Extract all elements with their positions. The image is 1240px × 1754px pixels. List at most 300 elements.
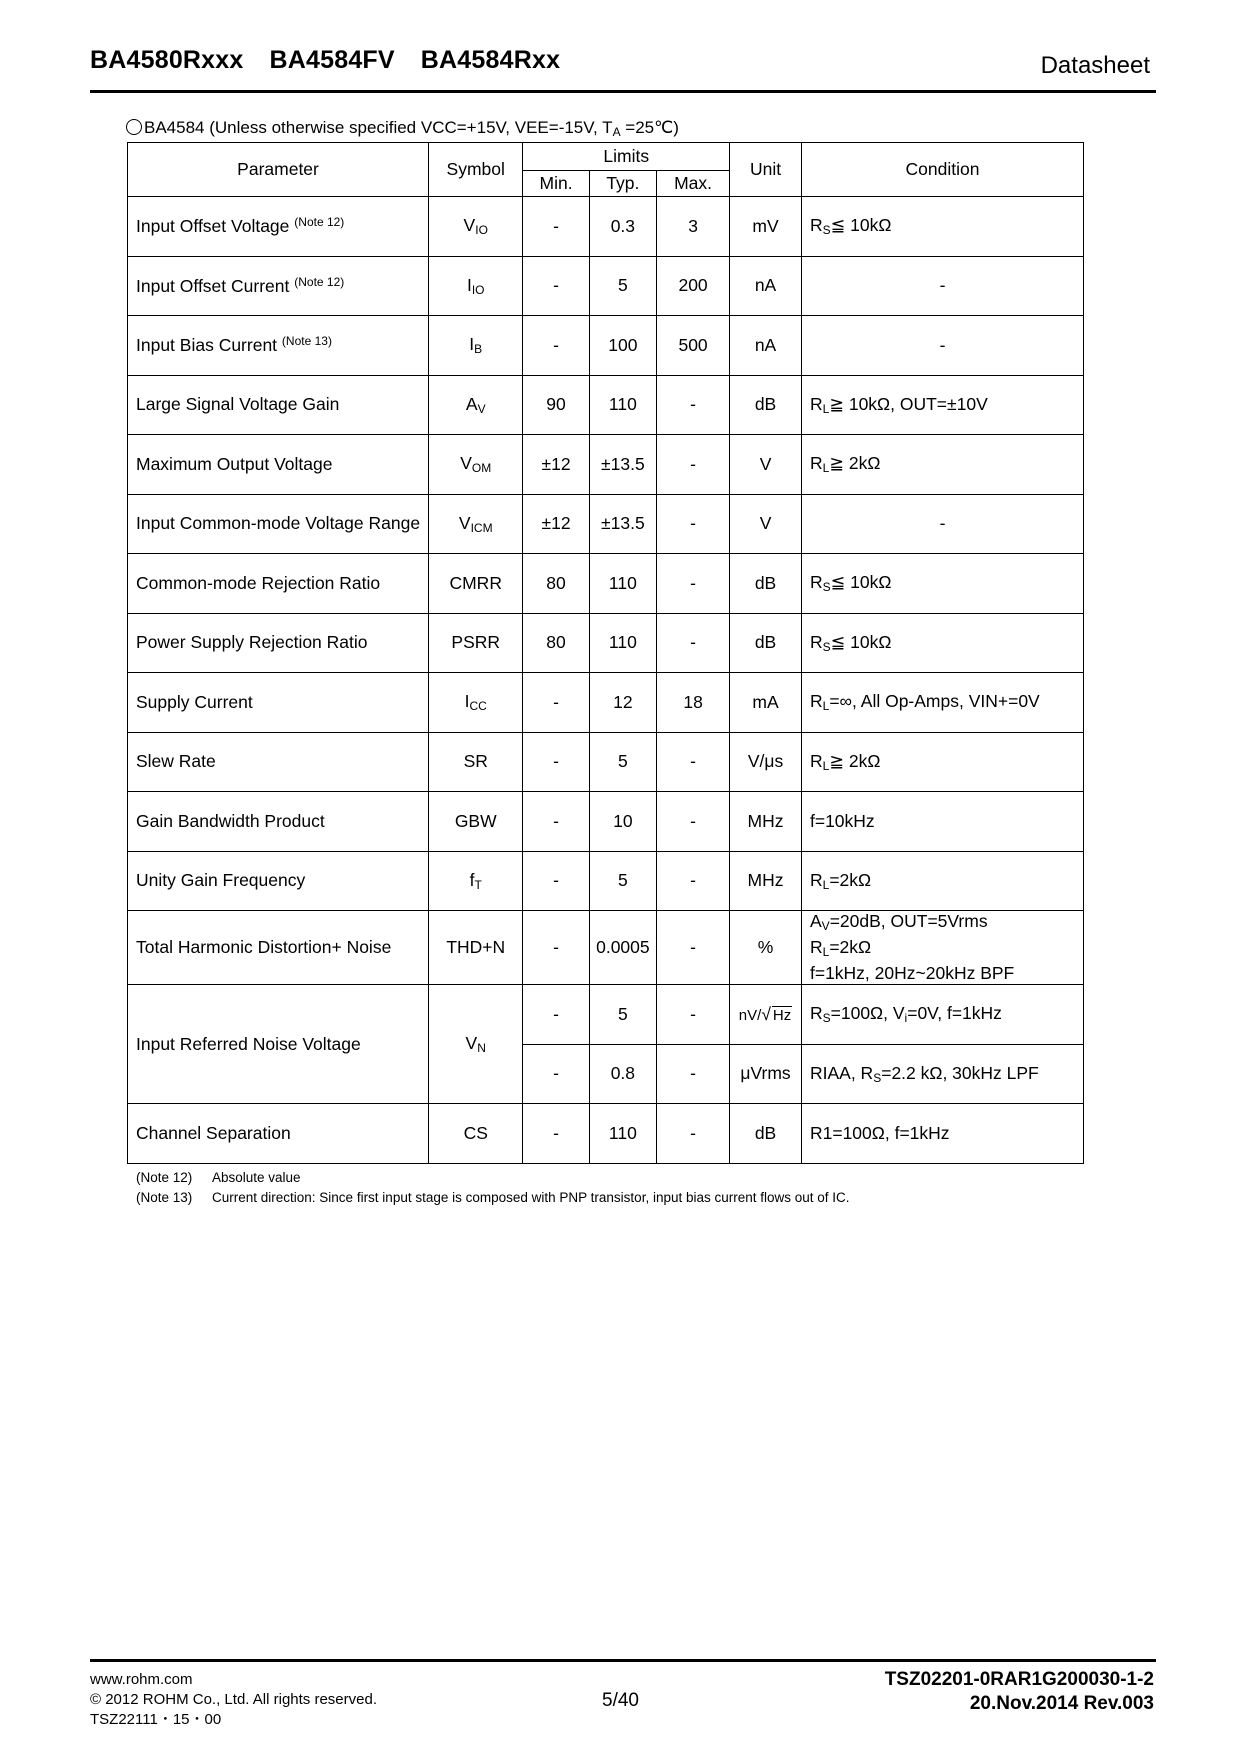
cell-min — [523, 985, 589, 1045]
parameter-name: Total Harmonic Distortion+ Noise — [136, 937, 392, 957]
value-min: - — [553, 275, 559, 296]
cell-symbol — [429, 1104, 523, 1164]
cell-condition — [801, 985, 1083, 1045]
footnotes — [136, 1168, 850, 1208]
value-unit: dB — [754, 1122, 777, 1143]
cell-parameter — [128, 673, 429, 733]
header-condition: Condition — [801, 143, 1083, 197]
symbol: GBW — [454, 810, 497, 831]
value-typ: ±13.5 — [601, 513, 645, 534]
cell-typ — [589, 911, 656, 985]
note-ref: (Note 13) — [281, 334, 332, 349]
date-revision: 20.Nov.2014 Rev.003 — [969, 1693, 1154, 1714]
parameter-name: Input Referred Noise Voltage — [136, 1033, 361, 1054]
value-min: ±12 — [541, 453, 571, 474]
cell-condition — [801, 554, 1083, 614]
value-typ: 0.0005 — [596, 937, 650, 957]
symbol: I — [466, 274, 472, 295]
parameter-name: Large Signal Voltage Gain — [136, 394, 340, 415]
condition-text: ≧ 2kΩ — [829, 453, 881, 474]
condition-text: =2.2 kΩ, 30kHz LPF — [881, 1062, 1039, 1083]
condition-text: f=10kHz — [809, 810, 875, 831]
value-max: 18 — [683, 691, 703, 712]
value-unit: nA — [754, 334, 777, 355]
cell-typ — [589, 1104, 656, 1164]
symbol: I — [464, 691, 470, 712]
value-max: - — [690, 572, 696, 593]
value-unit: nA — [754, 275, 777, 296]
footnote-label: (Note 12) — [136, 1170, 193, 1185]
parameter-name: Input Bias Current — [136, 335, 278, 356]
footer-left — [90, 1670, 377, 1730]
cell-symbol — [429, 985, 523, 1104]
value-min: - — [553, 937, 559, 957]
cell-symbol — [429, 435, 523, 495]
cell-condition — [801, 673, 1083, 733]
symbol-sub: IO — [475, 223, 488, 238]
value-unit: V — [759, 513, 772, 534]
footnote-label: (Note 13) — [136, 1190, 193, 1205]
parameter-name: Slew Rate — [136, 751, 216, 772]
part-number-3: BA4584Rxx — [420, 46, 561, 74]
value-min: - — [553, 215, 559, 236]
value-max: - — [690, 937, 696, 957]
cell-typ — [589, 316, 656, 376]
value-unit: dB — [754, 632, 777, 653]
footer-code: TSZ22111・15・00 — [90, 1711, 222, 1728]
cell-parameter — [128, 435, 429, 495]
cell-parameter — [128, 732, 429, 792]
table-row — [128, 316, 1084, 376]
table-row — [128, 375, 1084, 435]
cell-condition — [801, 613, 1083, 673]
value-unit: V — [759, 453, 772, 474]
cell-parameter — [128, 1104, 429, 1164]
cell-symbol — [429, 494, 523, 554]
cell-condition — [801, 256, 1083, 316]
table-row — [128, 792, 1084, 852]
footnote-text: Absolute value — [212, 1170, 301, 1185]
value-min: - — [553, 751, 559, 772]
condition-text: R — [809, 631, 823, 652]
cell-unit — [730, 375, 802, 435]
header-min: Min. — [523, 171, 589, 197]
cell-typ — [589, 256, 656, 316]
parameter-name: Unity Gain Frequency — [136, 870, 306, 891]
value-typ: 0.8 — [610, 1063, 636, 1084]
value-max: - — [690, 632, 696, 653]
cell-min — [523, 1044, 589, 1104]
value-typ: ±13.5 — [601, 453, 645, 474]
cell-typ — [589, 375, 656, 435]
cell-max — [657, 911, 730, 985]
value-unit: dB — [754, 572, 777, 593]
cell-condition — [801, 375, 1083, 435]
cell-max — [657, 1104, 730, 1164]
value-min: 80 — [546, 572, 566, 593]
condition-text: - — [939, 275, 946, 296]
cell-typ — [589, 613, 656, 673]
cell-symbol — [429, 792, 523, 852]
value-max: - — [690, 394, 696, 415]
symbol-sub: ICM — [470, 520, 493, 535]
value-min: - — [553, 1122, 559, 1143]
symbol: V — [465, 1033, 478, 1053]
condition-text: R — [809, 1003, 823, 1024]
page-number: 5/40 — [602, 1690, 639, 1711]
symbol: V — [460, 453, 472, 474]
electrical-characteristics-table — [127, 142, 1084, 1164]
condition-sub: S — [822, 1011, 831, 1026]
cell-condition — [801, 197, 1083, 257]
caption-sub: A — [612, 125, 621, 139]
cell-unit — [730, 494, 802, 554]
value-min: 90 — [546, 394, 566, 415]
cell-condition — [801, 1104, 1083, 1164]
value-typ: 5 — [618, 275, 628, 296]
condition-sub: i — [904, 1011, 908, 1026]
condition-text: - — [939, 513, 946, 534]
header-row — [128, 143, 1084, 171]
parameter-name: Gain Bandwidth Product — [136, 810, 325, 831]
part-number-2: BA4584FV — [269, 46, 395, 74]
cell-max — [657, 197, 730, 257]
value-max: - — [690, 810, 696, 831]
cell-typ — [589, 1044, 656, 1104]
unit-text: Hz — [772, 1006, 792, 1024]
note-ref: (Note 12) — [294, 215, 345, 230]
value-typ: 110 — [608, 632, 637, 653]
condition-text: =∞, All Op-Amps, VIN+=0V — [829, 691, 1040, 712]
header-unit: Unit — [730, 143, 802, 197]
cell-parameter — [128, 792, 429, 852]
header-limits: Limits — [523, 143, 730, 171]
symbol: I — [469, 334, 475, 355]
cell-unit — [730, 732, 802, 792]
cell-symbol — [429, 554, 523, 614]
condition-sub: S — [873, 1070, 882, 1085]
value-typ: 0.3 — [610, 215, 636, 236]
cell-condition — [801, 792, 1083, 852]
cell-max — [657, 554, 730, 614]
cell-min — [523, 494, 589, 554]
table-caption — [126, 118, 679, 139]
cell-unit — [730, 554, 802, 614]
value-max: - — [690, 513, 696, 534]
table-row — [128, 911, 1084, 985]
cell-symbol — [429, 316, 523, 376]
condition-text: R1=100Ω, f=1kHz — [809, 1122, 950, 1143]
cell-unit — [730, 316, 802, 376]
condition-text: R — [809, 393, 823, 414]
parameter-name: Input Offset Voltage — [136, 216, 290, 237]
condition-text: R — [809, 869, 823, 890]
cell-unit — [730, 256, 802, 316]
cell-symbol — [429, 375, 523, 435]
parameter-name: Supply Current — [136, 691, 253, 712]
symbol-sub: CC — [469, 699, 487, 714]
cell-parameter — [128, 197, 429, 257]
condition-text: =100Ω, V — [830, 1003, 905, 1024]
cell-condition — [801, 494, 1083, 554]
cell-max — [657, 985, 730, 1045]
condition-text: =20dB, OUT=5Vrms — [829, 911, 988, 931]
symbol: PSRR — [451, 632, 501, 653]
footnote-text: Current direction: Since first input stage is composed with PNP transistor, input bias current flows out of IC. — [212, 1190, 850, 1205]
cell-min — [523, 256, 589, 316]
table-row — [128, 732, 1084, 792]
cell-typ — [589, 732, 656, 792]
cell-unit — [730, 792, 802, 852]
symbol-sub: N — [477, 1041, 486, 1055]
symbol-sub: OM — [471, 461, 492, 476]
value-min: - — [553, 1003, 559, 1024]
value-min: - — [553, 691, 559, 712]
symbol-sub: IO — [471, 282, 485, 297]
symbol-sub: V — [477, 401, 486, 416]
cell-unit — [730, 435, 802, 495]
condition-sub: L — [822, 401, 830, 416]
cell-unit — [730, 197, 802, 257]
page-header — [90, 46, 1156, 93]
cell-max — [657, 494, 730, 554]
value-unit: μVrms — [740, 1063, 791, 1084]
condition-text: - — [939, 334, 946, 355]
condition-sub: L — [822, 945, 830, 959]
condition-text: R — [809, 215, 823, 236]
condition-text: ≦ 10kΩ — [830, 631, 892, 652]
cell-symbol — [429, 911, 523, 985]
symbol: CMRR — [449, 572, 502, 593]
cell-max — [657, 256, 730, 316]
cell-min — [523, 554, 589, 614]
condition-text: =0V, f=1kHz — [907, 1003, 1002, 1024]
cell-typ — [589, 197, 656, 257]
condition-text: RIAA, R — [809, 1062, 874, 1083]
condition-sub: S — [822, 580, 831, 595]
value-unit: V/μs — [747, 751, 784, 772]
condition-text: ≧ 10kΩ, OUT=±10V — [829, 393, 988, 414]
condition-text: f=1kHz, 20Hz~20kHz BPF — [809, 963, 1015, 983]
note-ref: (Note 12) — [294, 274, 345, 289]
value-min: 80 — [546, 632, 566, 653]
caption-tail: =25℃) — [620, 118, 679, 137]
cell-unit — [730, 851, 802, 911]
parameter-name: Channel Separation — [136, 1122, 291, 1143]
value-unit: MHz — [747, 870, 784, 891]
datasheet-label: Datasheet — [1040, 52, 1150, 79]
cell-symbol — [429, 256, 523, 316]
cell-typ — [589, 494, 656, 554]
cell-symbol — [429, 197, 523, 257]
value-typ: 5 — [618, 870, 628, 891]
table-row — [128, 613, 1084, 673]
cell-condition — [801, 911, 1083, 985]
parameter-name: Common-mode Rejection Ratio — [136, 572, 381, 593]
condition-text: R — [809, 453, 823, 474]
value-max: - — [690, 870, 696, 891]
cell-max — [657, 792, 730, 852]
value-max: 3 — [688, 215, 698, 236]
condition-text: ≦ 10kΩ — [830, 215, 892, 236]
value-min: - — [553, 870, 559, 891]
doc-id: TSZ02201-0RAR1G200030-1-2 — [884, 1669, 1154, 1690]
value-unit: dB — [754, 394, 777, 415]
parameter-name: Power Supply Rejection Ratio — [136, 632, 368, 653]
cell-parameter — [128, 613, 429, 673]
cell-min — [523, 673, 589, 733]
cell-symbol — [429, 732, 523, 792]
condition-sub: L — [822, 758, 830, 773]
cell-condition — [801, 316, 1083, 376]
parameter-name: Input Common-mode Voltage Range — [136, 513, 421, 534]
cell-unit — [730, 911, 802, 985]
condition-line — [810, 911, 1083, 937]
symbol: A — [465, 393, 478, 414]
part-numbers — [90, 46, 586, 75]
condition-sub: L — [822, 461, 830, 476]
part-number-1: BA4580Rxxx — [90, 46, 244, 74]
condition-text: R — [809, 572, 823, 593]
table-row — [128, 1104, 1084, 1164]
cell-typ — [589, 792, 656, 852]
symbol: f — [469, 869, 475, 890]
cell-min — [523, 792, 589, 852]
condition-text: =2kΩ — [829, 869, 872, 890]
condition-sub: S — [822, 223, 831, 238]
condition-sub: L — [822, 877, 830, 892]
cell-condition — [801, 732, 1083, 792]
cell-typ — [589, 851, 656, 911]
symbol-sub: B — [474, 342, 483, 357]
condition-text: R — [809, 937, 823, 957]
cell-max — [657, 851, 730, 911]
table-row — [128, 197, 1084, 257]
value-typ: 5 — [618, 1003, 628, 1024]
value-max: 500 — [678, 334, 708, 355]
value-typ: 100 — [608, 334, 638, 355]
value-max: - — [690, 453, 696, 474]
table-row — [128, 494, 1084, 554]
condition-line — [810, 937, 1083, 963]
cell-condition — [801, 1044, 1083, 1104]
value-unit: MHz — [747, 810, 784, 831]
condition-text: R — [809, 691, 823, 712]
value-max: - — [690, 751, 696, 772]
value-unit: mV — [752, 215, 779, 236]
value-typ: 12 — [613, 691, 633, 712]
cell-min — [523, 613, 589, 673]
cell-max — [657, 1044, 730, 1104]
cell-typ — [589, 554, 656, 614]
symbol: THD+N — [446, 937, 506, 957]
cell-parameter — [128, 375, 429, 435]
symbol-sub: T — [474, 877, 482, 892]
condition-text: ≧ 2kΩ — [829, 750, 881, 771]
cell-unit — [730, 1044, 802, 1104]
cell-max — [657, 732, 730, 792]
cell-min — [523, 851, 589, 911]
cell-unit — [730, 985, 802, 1045]
cell-parameter — [128, 256, 429, 316]
header-parameter: Parameter — [128, 143, 429, 197]
value-max: - — [690, 1122, 696, 1143]
cell-typ — [589, 985, 656, 1045]
footer-right — [885, 1668, 1154, 1716]
cell-min — [523, 732, 589, 792]
unit-text: nV/ — [738, 1006, 762, 1024]
cell-typ — [589, 435, 656, 495]
value-typ: 10 — [613, 810, 633, 831]
footer-copyright: © 2012 ROHM Co., Ltd. All rights reserved. — [90, 1691, 377, 1708]
header-symbol: Symbol — [429, 143, 523, 197]
cell-max — [657, 435, 730, 495]
header-typ: Typ. — [589, 171, 656, 197]
cell-parameter — [128, 985, 429, 1104]
caption-text: BA4584 (Unless otherwise specified VCC=+15V, VEE=-15V, T — [144, 118, 613, 137]
condition-text: R — [809, 750, 823, 771]
cell-symbol — [429, 673, 523, 733]
condition-line — [810, 963, 1083, 984]
value-max: 200 — [678, 275, 708, 296]
value-unit: % — [757, 937, 774, 957]
parameter-name: Maximum Output Voltage — [136, 453, 333, 474]
table-row — [128, 554, 1084, 614]
condition-text: =2kΩ — [829, 937, 872, 957]
condition-text: ≦ 10kΩ — [830, 572, 892, 593]
page-footer — [90, 1659, 1156, 1728]
symbol: V — [463, 215, 476, 236]
value-max: - — [690, 1003, 696, 1024]
cell-min — [523, 435, 589, 495]
cell-max — [657, 613, 730, 673]
cell-unit — [730, 613, 802, 673]
table-row — [128, 851, 1084, 911]
cell-condition — [801, 435, 1083, 495]
cell-condition — [801, 851, 1083, 911]
header-max: Max. — [657, 171, 730, 197]
table-row — [128, 256, 1084, 316]
value-min: ±12 — [541, 513, 571, 534]
symbol: V — [458, 512, 471, 533]
cell-max — [657, 673, 730, 733]
condition-sub: S — [822, 639, 831, 654]
cell-min — [523, 316, 589, 376]
value-unit: mA — [752, 691, 779, 712]
value-typ: 110 — [608, 394, 637, 415]
cell-unit — [730, 673, 802, 733]
cell-symbol — [429, 613, 523, 673]
symbol: SR — [463, 751, 488, 772]
cell-max — [657, 375, 730, 435]
footer-url: www.rohm.com — [90, 1671, 193, 1688]
cell-parameter — [128, 494, 429, 554]
footnote-12 — [136, 1168, 850, 1188]
cell-parameter — [128, 316, 429, 376]
condition-sub: L — [822, 699, 830, 714]
cell-parameter — [128, 851, 429, 911]
cell-min — [523, 911, 589, 985]
cell-parameter — [128, 911, 429, 985]
value-typ: 110 — [608, 572, 637, 593]
value-max: - — [690, 1063, 696, 1084]
value-min: - — [553, 1063, 559, 1084]
value-typ: 110 — [608, 1122, 637, 1143]
table-row — [128, 673, 1084, 733]
cell-min — [523, 375, 589, 435]
table-row — [128, 985, 1084, 1045]
value-typ: 5 — [618, 751, 628, 772]
